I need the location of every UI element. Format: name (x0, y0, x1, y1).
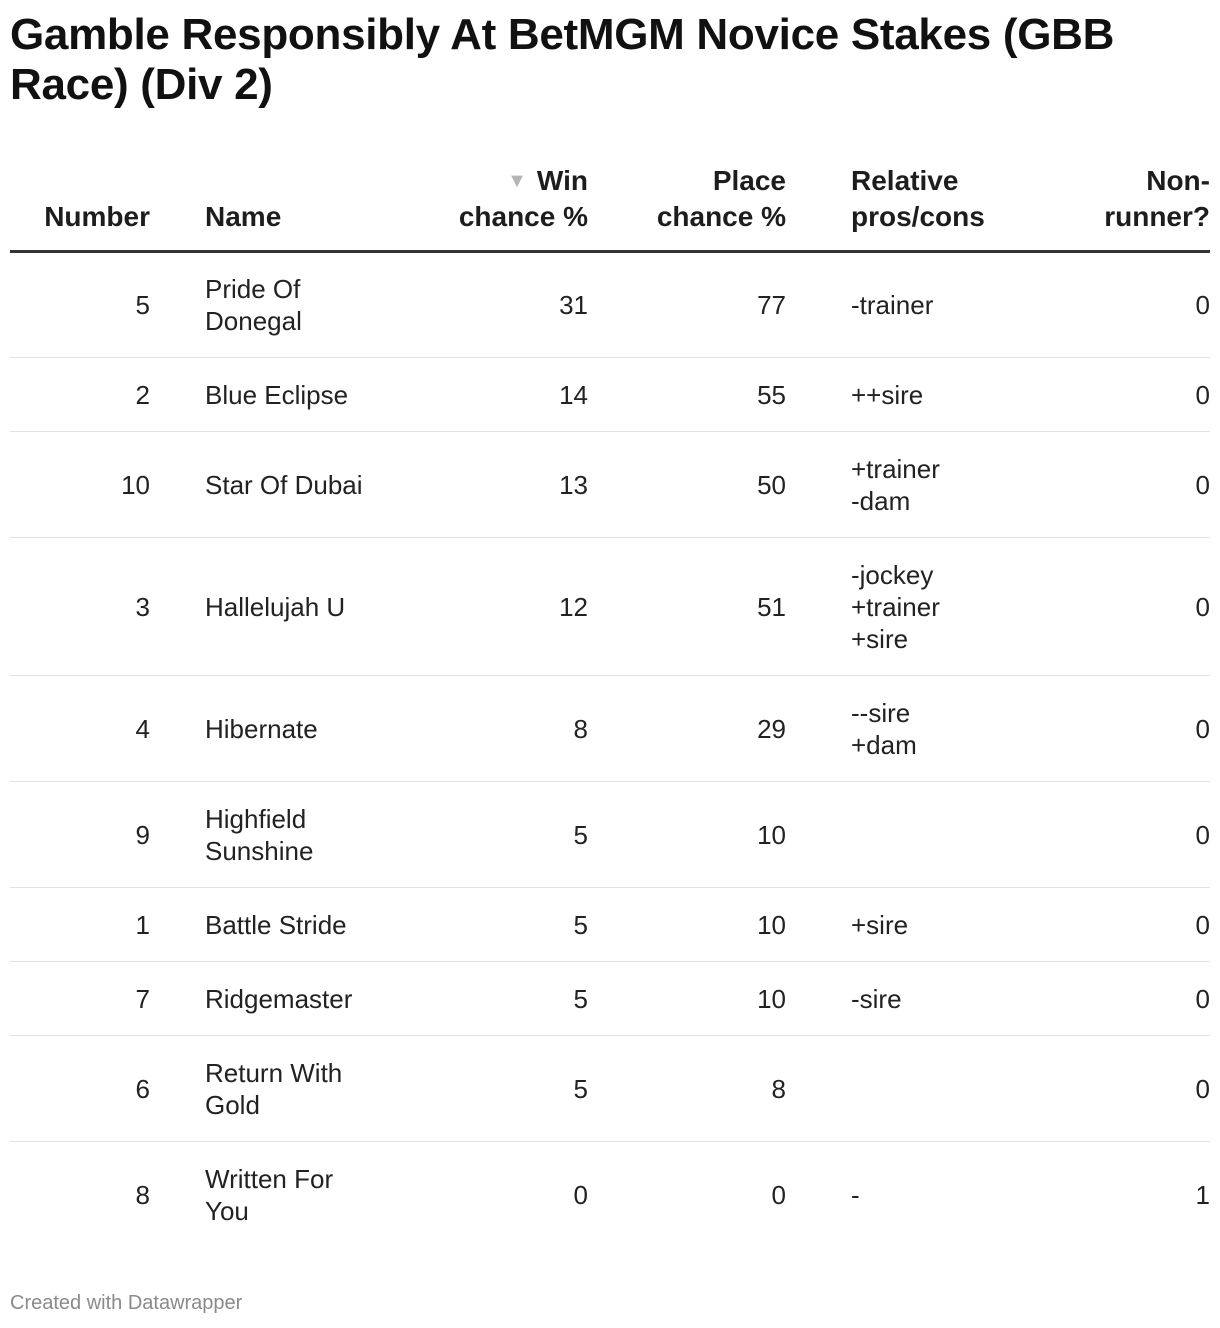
cell-win-chance: 14 (350, 358, 588, 432)
table-row (10, 538, 1210, 676)
table-row (10, 676, 1210, 782)
chart-title: Gamble Responsibly At BetMGM Novice Stakes (GBB Race) (Div 2) (10, 10, 1115, 109)
cell-name: Pride Of Donegal (150, 252, 350, 358)
cell-win-chance: 13 (350, 432, 588, 538)
table-row (10, 252, 1210, 358)
cell-number: 7 (10, 962, 150, 1036)
cell-number: 1 (10, 888, 150, 962)
table-row (10, 358, 1210, 432)
cell-name: Blue Eclipse (150, 358, 350, 432)
cell-relative: +trainer -dam (786, 432, 1006, 538)
col-header-name[interactable]: Name (150, 163, 350, 252)
cell-nonrunner: 0 (1006, 782, 1210, 888)
cell-name: Highfield Sunshine (150, 782, 350, 888)
credit-footer[interactable]: Created with Datawrapper (10, 1292, 243, 1314)
cell-number: 3 (10, 538, 150, 676)
cell-name: Star Of Dubai (150, 432, 350, 538)
cell-number: 2 (10, 358, 150, 432)
cell-win-chance: 5 (350, 782, 588, 888)
cell-nonrunner: 0 (1006, 538, 1210, 676)
cell-relative: --sire +dam (786, 676, 1006, 782)
cell-name: Hibernate (150, 676, 350, 782)
cell-place-chance: 77 (588, 252, 786, 358)
cell-relative (786, 1036, 1006, 1142)
cell-name: Written For You (205, 1163, 334, 1226)
cell-number: 5 (10, 252, 150, 358)
cell-place-chance: 10 (588, 782, 786, 888)
cell-place-chance: 51 (588, 538, 786, 676)
cell-name: Battle Stride (150, 888, 350, 962)
table-row (10, 782, 1210, 888)
cell-nonrunner: 0 (1006, 888, 1210, 962)
col-header-relative[interactable]: Relative pros/cons (786, 163, 1006, 252)
cell-relative: -sire (786, 962, 1006, 1036)
race-table (10, 163, 1210, 1248)
table-row (10, 888, 1210, 962)
cell-nonrunner: 0 (1006, 358, 1210, 432)
cell-win-chance: 5 (350, 1036, 588, 1142)
cell-name: Return With Gold (150, 1036, 350, 1142)
cell-win-chance: 12 (350, 538, 588, 676)
cell-nonrunner: 0 (1006, 676, 1210, 782)
cell-relative: -trainer (786, 252, 1006, 358)
cell-number: 8 (135, 1179, 150, 1210)
table-row (10, 1142, 1210, 1248)
cell-place-chance: 50 (588, 432, 786, 538)
cell-name: Hallelujah U (150, 538, 350, 676)
cell-nonrunner: 1 (1195, 1179, 1210, 1210)
cell-place-chance: 0 (771, 1179, 786, 1210)
cell-win-chance: 5 (350, 962, 588, 1036)
cell-number: 9 (10, 782, 150, 888)
cell-place-chance: 10 (588, 888, 786, 962)
cell-number: 10 (10, 432, 150, 538)
col-header-win[interactable]: ▼ Win chance % (350, 163, 588, 252)
cell-relative (786, 782, 1006, 888)
cell-relative: ++sire (786, 358, 1006, 432)
cell-win-chance: 5 (350, 888, 588, 962)
cell-win-chance: 8 (350, 676, 588, 782)
table-row (10, 962, 1210, 1036)
table-row (10, 432, 1210, 538)
col-header-place[interactable]: Place chance % (588, 163, 786, 252)
cell-number: 4 (10, 676, 150, 782)
cell-relative: -jockey +trainer +sire (786, 538, 1006, 676)
cell-nonrunner: 0 (1006, 252, 1210, 358)
cell-place-chance: 8 (588, 1036, 786, 1142)
col-header-number[interactable]: Number (10, 163, 150, 252)
sort-down-icon: ▼ (507, 170, 527, 192)
cell-number: 6 (10, 1036, 150, 1142)
cell-place-chance: 29 (588, 676, 786, 782)
cell-place-chance: 10 (588, 962, 786, 1036)
header-row (10, 163, 1210, 252)
col-header-nonrunner[interactable]: Non-runner? (1006, 163, 1210, 252)
cell-win-chance: 31 (350, 252, 588, 358)
cell-nonrunner: 0 (1006, 432, 1210, 538)
cell-name: Ridgemaster (150, 962, 350, 1036)
cell-win-chance: 0 (573, 1179, 588, 1210)
cell-nonrunner: 0 (1006, 1036, 1210, 1142)
table-row (10, 1036, 1210, 1142)
cell-relative: +sire (786, 888, 1006, 962)
cell-relative: - (851, 1179, 860, 1210)
cell-place-chance: 55 (588, 358, 786, 432)
cell-nonrunner: 0 (1006, 962, 1210, 1036)
table-body (10, 252, 1210, 1248)
